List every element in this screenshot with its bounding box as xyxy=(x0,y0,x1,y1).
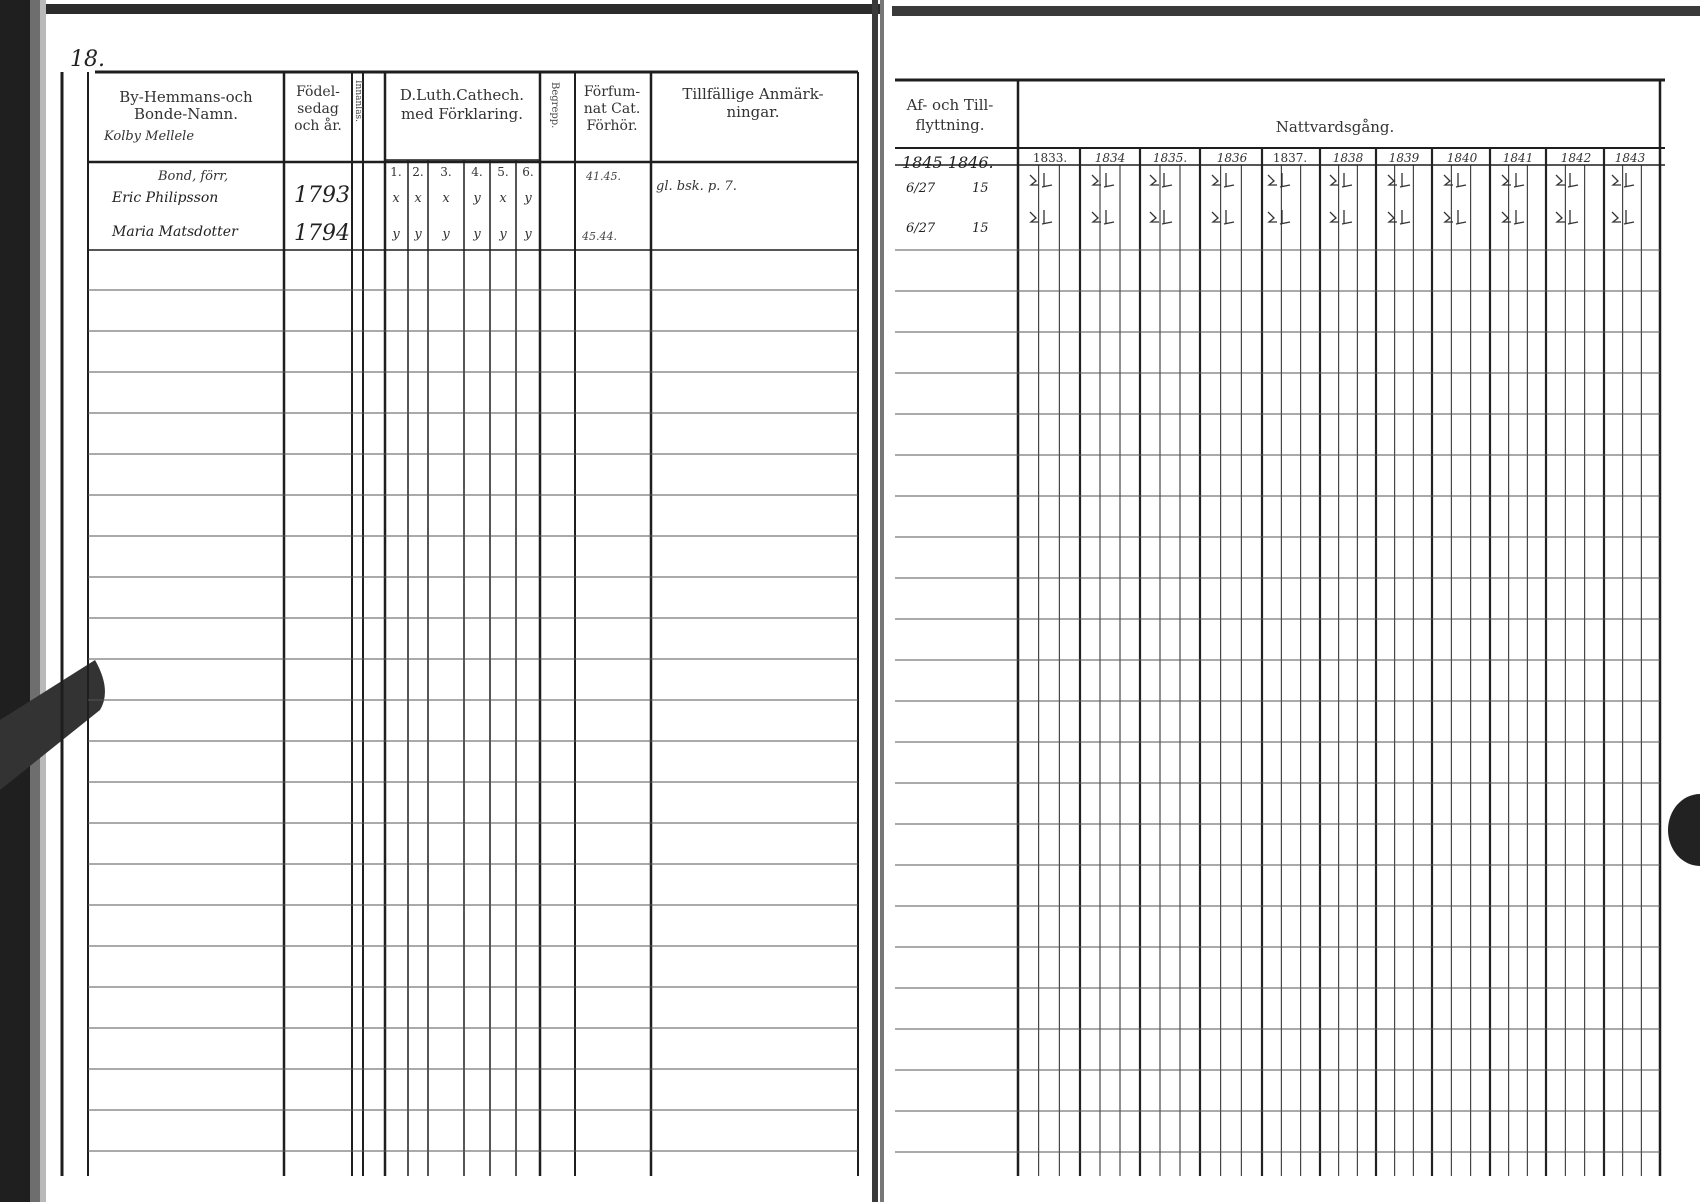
entry-year-1: 1793 xyxy=(294,183,350,208)
entry-move-2a: 6/27 xyxy=(906,221,936,236)
header-name-line2: Bonde-Namn. xyxy=(134,105,238,123)
entry-move-years: 1845 1846. xyxy=(902,153,994,172)
header-catechism-line1: D.Luth.Cathech. xyxy=(399,86,525,104)
year-label: 1833. xyxy=(1032,151,1068,165)
mark-r1-c2: x xyxy=(414,191,422,206)
entry-remark-1: gl. bsk. p. 7. xyxy=(656,179,737,194)
mark-r2-c2: y xyxy=(414,227,422,242)
catechism-col-4: 4. xyxy=(471,165,483,179)
year-label: 1835. xyxy=(1152,151,1188,165)
header-exam-line3: Förhör. xyxy=(586,118,638,134)
header-remarks-line2: ningar. xyxy=(726,103,780,121)
catechism-col-1: 1. xyxy=(390,165,402,179)
year-label: 1839 xyxy=(1388,151,1420,165)
catechism-col-3: 3. xyxy=(440,165,452,179)
mark-r1-c3: x xyxy=(442,191,450,206)
year-label: 1843 xyxy=(1614,151,1646,165)
catechism-col-5: 5. xyxy=(497,165,509,179)
header-birth-line3: och år. xyxy=(294,118,342,134)
year-label: 1836 xyxy=(1216,151,1248,165)
header-name-line1: By-Hemmans-och xyxy=(119,88,253,106)
catechism-col-2: 2. xyxy=(412,165,424,179)
catechism-col-6: 6. xyxy=(522,165,534,179)
entry-person-2: Maria Matsdotter xyxy=(112,224,238,240)
header-birth-line2: sedag xyxy=(297,101,339,117)
header-catechism-line2: med Förklaring. xyxy=(400,105,524,123)
header-birth-line1: Födel- xyxy=(296,84,340,100)
mark-r1-c5: x xyxy=(499,191,507,206)
mark-r2-c4: y xyxy=(473,227,481,242)
entry-farm: Bond, förr, xyxy=(158,169,229,184)
header-understanding: Begrepp. xyxy=(549,82,560,129)
header-moving-line2: flyttning. xyxy=(915,116,985,134)
entry-person-1: Eric Philipsson xyxy=(112,190,219,206)
entry-move-1a: 6/27 xyxy=(906,181,936,196)
book-gutter xyxy=(872,0,878,1202)
year-label: 1840 xyxy=(1446,151,1478,165)
year-label: 1837. xyxy=(1272,151,1308,165)
binding-edge-left xyxy=(0,0,30,1202)
entry-move-2b: 15 xyxy=(972,221,989,236)
mark-r2-c3: y xyxy=(442,227,450,242)
header-exam-line1: Förfum- xyxy=(583,84,641,100)
year-label: 1842 xyxy=(1560,151,1592,165)
mark-r1-c1: x xyxy=(392,191,400,206)
top-border xyxy=(0,4,880,14)
mark-r1-c6: y xyxy=(524,191,532,206)
mark-r2-c5: y xyxy=(499,227,507,242)
mark-r2-c6: y xyxy=(524,227,532,242)
entry-exam-1: 41.45. xyxy=(586,170,621,183)
entry-exam-2: 45.44. xyxy=(582,230,617,243)
year-label: 1841 xyxy=(1502,151,1534,165)
mark-r2-c1: y xyxy=(392,227,400,242)
year-label: 1834 xyxy=(1094,151,1126,165)
year-label: 1838 xyxy=(1332,151,1364,165)
entry-move-1b: 15 xyxy=(972,181,989,196)
entry-year-2: 1794 xyxy=(294,221,350,246)
mark-r1-c4: y xyxy=(473,191,481,206)
header-remarks-line1: Tillfällige Anmärk- xyxy=(682,85,824,103)
page-number: 18. xyxy=(70,47,105,72)
header-reading: Innanläs. xyxy=(353,80,363,123)
header-communion: Nattvardsgång. xyxy=(1275,118,1395,136)
entry-village: Kolby Mellele xyxy=(104,129,195,144)
header-moving-line1: Af- och Till- xyxy=(906,96,994,114)
header-exam-line2: nat Cat. xyxy=(583,101,641,117)
